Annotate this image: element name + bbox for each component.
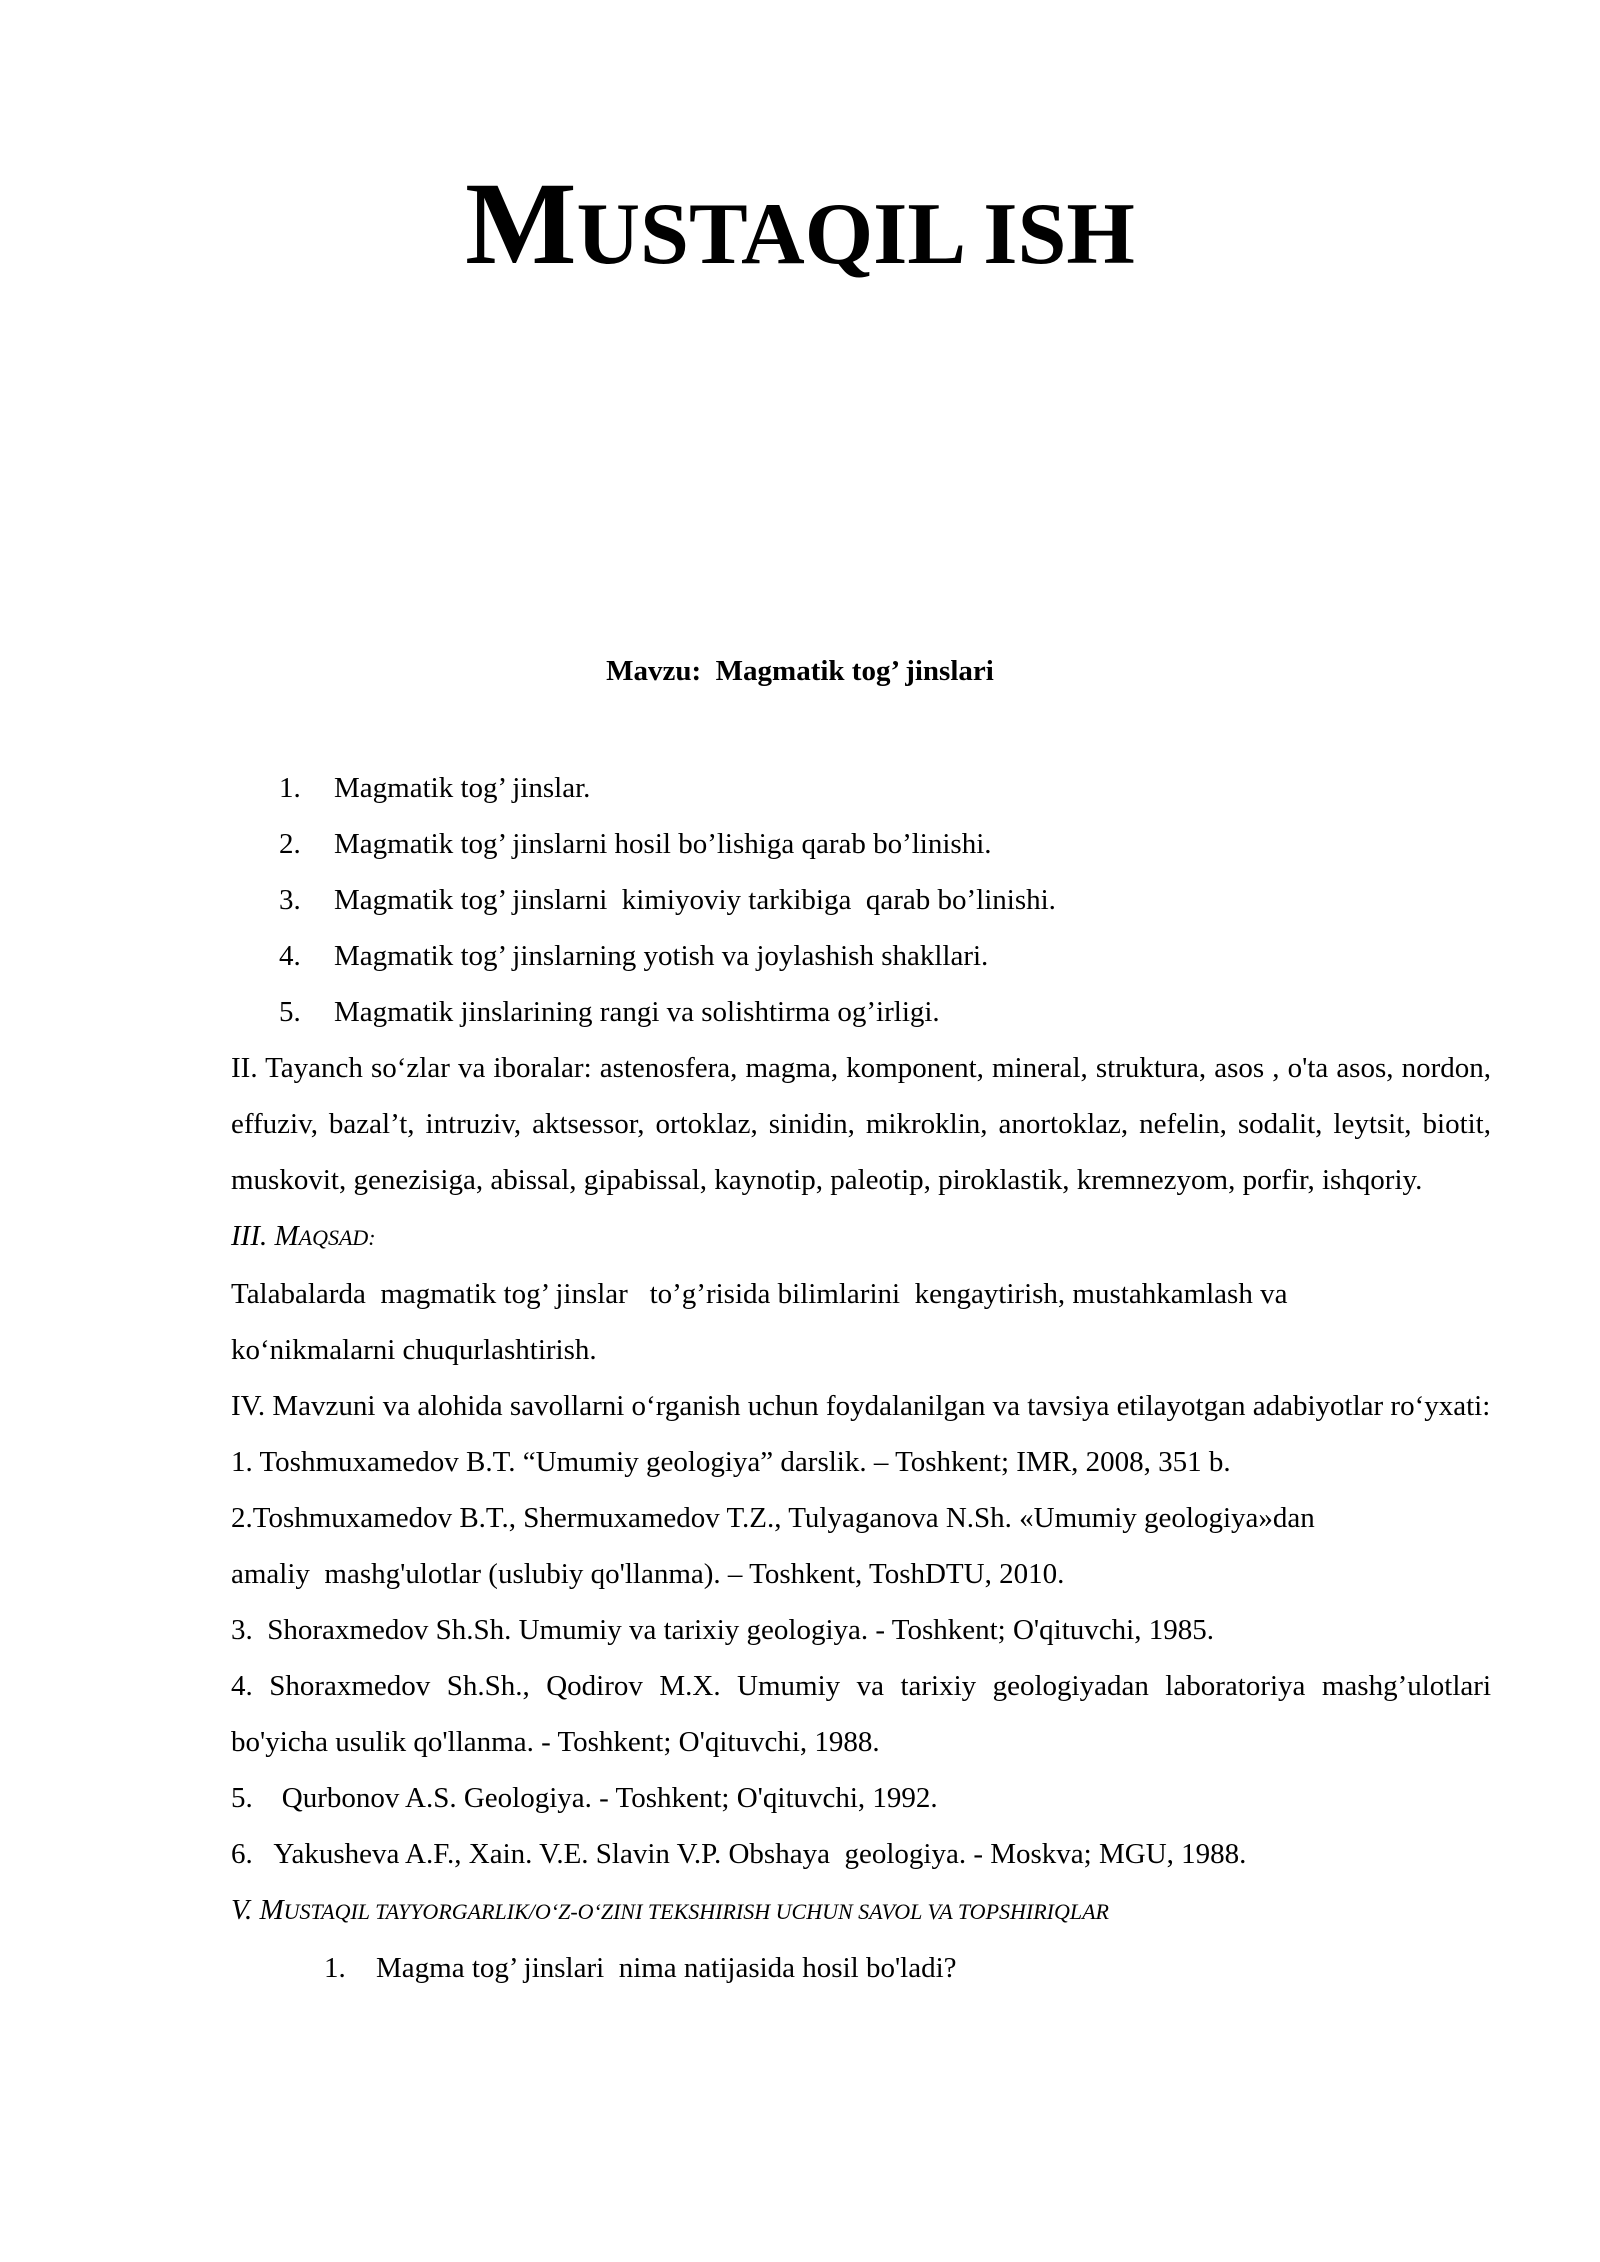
literature-intro: IV. Mavzuni va alohida savollarni o‘rganish uchun foydalanilgan va tavsiya etilayotgan adabiyotlar ro‘yxati: (231, 1390, 1491, 1422)
list-item-number: 1. (279, 772, 301, 804)
topic-heading: Mavzu: Magmatik tog’ jinslari (606, 655, 994, 687)
literature-ref: amaliy mashg'ulotlar (uslubiy qo'llanma). – Toshkent, ToshDTU, 2010. (231, 1558, 1065, 1590)
questions-heading-rest: USTAQIL TAYYORGARLIK/O‘Z-O‘ZINI TEKSHIRISH UCHUN SAVOL VA TOPSHIRIQLAR (283, 1899, 1109, 1924)
list-item-text: Magmatik tog’ jinslarning yotish va joylashish shakllari. (334, 940, 989, 972)
literature-ref: 3. Shoraxmedov Sh.Sh. Umumiy va tarixiy geologiya. - Toshkent; O'qituvchi, 1985. (231, 1614, 1214, 1646)
literature-ref: 1. Toshmuxamedov B.T. “Umumiy geologiya” darslik. – Toshkent; IMR, 2008, 351 b. (231, 1446, 1231, 1478)
goal-heading-first: M (274, 1220, 299, 1252)
goal-heading-prefix: III. (231, 1220, 275, 1252)
goal-heading-rest: AQSAD: (298, 1225, 376, 1250)
goal-heading (231, 1208, 1491, 1266)
list-item-number: 1. (324, 1952, 346, 1984)
list-item-number: 2. (279, 828, 301, 860)
list-item (231, 1940, 1491, 1996)
questions-heading-first: M (259, 1894, 284, 1926)
literature-ref: 4. Shoraxmedov Sh.Sh., Qodirov M.X. Umumiy va tarixiy geologiyadan laboratoriya mashg’ulotlari bo'yicha usulik qo'llanma. - Toshkent; O'qituvchi, 1988. (231, 1670, 1513, 1758)
questions-list (231, 1940, 1491, 1996)
list-item-text: Magmatik tog’ jinslarni hosil bo’lishiga qarab bo’linishi. (334, 828, 992, 860)
list-item (231, 872, 1491, 928)
title-rest: USTAQIL ISH (576, 186, 1135, 283)
list-item-text: Magma tog’ jinslari nima natijasida hosil bo'ladi? (376, 1952, 957, 1984)
plan-list (231, 760, 1491, 1040)
list-item-text: Magmatik tog’ jinslarni kimiyoviy tarkibiga qarab bo’linishi. (334, 884, 1056, 916)
list-item (231, 984, 1491, 1040)
document-title (0, 158, 1600, 289)
list-item (231, 760, 1491, 816)
goal-text-line2: ko‘nikmalarni chuqurlashtirish. (231, 1334, 597, 1366)
questions-heading (231, 1882, 1491, 1940)
list-item-number: 5. (279, 996, 301, 1028)
list-item-number: 4. (279, 940, 301, 972)
list-item-number: 3. (279, 884, 301, 916)
questions-heading-prefix: V. (231, 1894, 260, 1926)
title-first-letter: M (465, 158, 577, 289)
keywords-paragraph: II. Tayanch so‘zlar va iboralar: astenosfera, magma, komponent, mineral, struktura, asos , o'ta asos, nordon, effuziv, bazal’t, intruziv, aktsessor, ortoklaz, sinidin, mikroklin, anortoklaz, nefelin, sodalit, leytsit, biotit, muskovit, genezisiga, abissal, gipabissal, kaynotip, paleotip, piroklastik, kremnezyom, porfir, ishqoriy. (231, 1052, 1491, 1196)
list-item (231, 816, 1491, 872)
list-item (231, 928, 1491, 984)
document-body (231, 760, 1513, 1996)
literature-ref: 6. Yakusheva A.F., Xain. V.E. Slavin V.P. Obshaya geologiya. - Moskva; MGU, 1988. (231, 1838, 1247, 1870)
literature-ref: 2.Toshmuxamedov B.T., Shermuxamedov T.Z., Tulyaganova N.Sh. «Umumiy geologiya»dan (231, 1502, 1315, 1534)
literature-ref: 5. Qurbonov A.S. Geologiya. - Toshkent; O'qituvchi, 1992. (231, 1782, 938, 1814)
goal-text-line1: Talabalarda magmatik tog’ jinslar to’g’risida bilimlarini kengaytirish, mustahkamlash va (231, 1278, 1288, 1310)
list-item-text: Magmatik tog’ jinslar. (334, 772, 591, 804)
list-item-text: Magmatik jinslarining rangi va solishtirma og’irligi. (334, 996, 940, 1028)
